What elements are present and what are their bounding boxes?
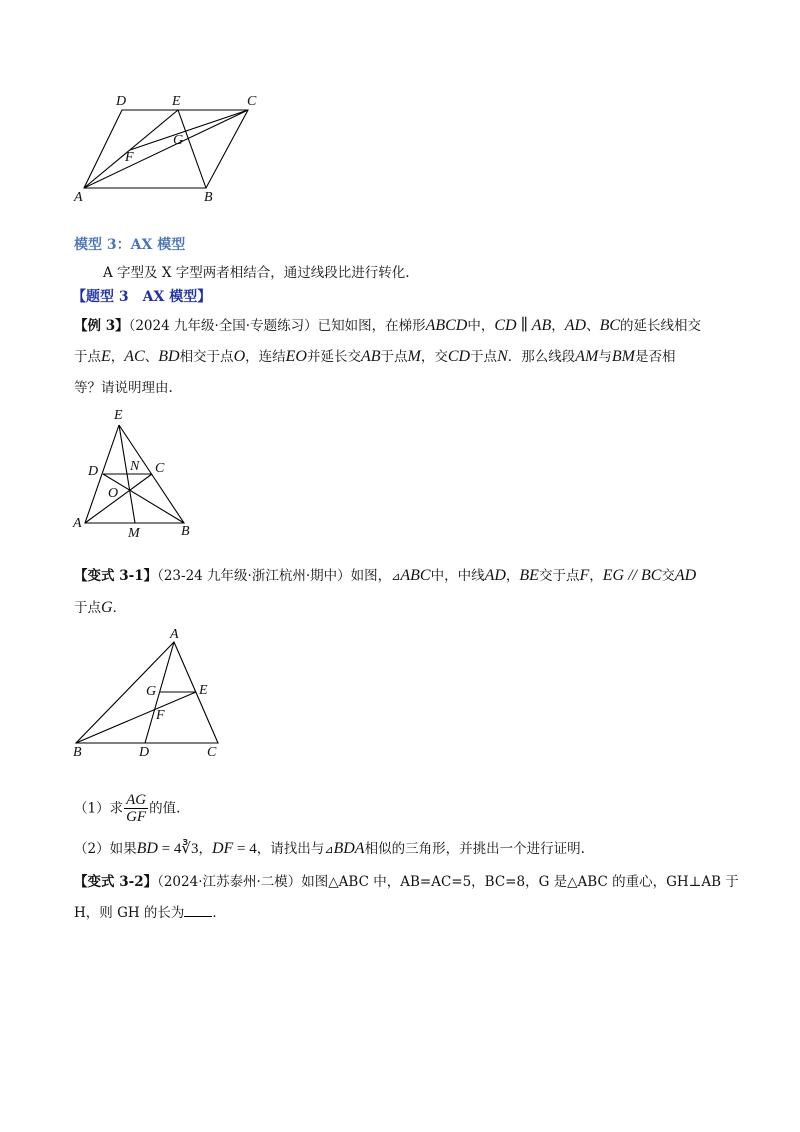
text: ，交 [420,349,448,365]
variant31-tag: 【变式 3-1】 [74,568,158,584]
variant31-source: （23-24 九年级·浙江杭州·期中） [157,568,351,584]
fraction-denominator: GF [126,809,147,825]
var: AB [531,317,552,334]
var: BD [158,348,180,365]
fig2-label-B: B [181,524,190,539]
text: 相交于点 [179,349,234,365]
text: 的值. [149,800,181,817]
fig1-label-G: G [173,133,184,148]
variant31-line1 [74,566,696,587]
parallel-symbol: // [624,567,641,584]
var: G [101,599,113,616]
text: ，请找出与 [256,841,325,857]
text: ． [112,600,127,616]
var: BDA [333,840,365,857]
fig3-label-D: D [139,745,150,760]
var: M [407,348,421,365]
text: 于点 [470,349,498,365]
text: 中，中线 [430,568,485,584]
fig3-label-G: G [146,684,157,699]
text: 交 [661,568,675,584]
var: AC [124,348,145,365]
text: 并延长交 [306,349,361,365]
fig2-label-N: N [130,459,140,474]
variant32-source: （2024·江苏泰州·二模） [157,874,302,890]
text: ， [551,318,565,334]
fraction-AG-over-GF [124,792,148,825]
text: ，连结 [245,349,286,365]
var: CD [494,317,517,334]
var: EG [602,567,625,584]
text: 如图， [350,568,392,584]
text: 于点 [74,349,101,365]
var: O [233,348,246,365]
triangle-symbol: ⊿ [324,843,334,856]
fig2-label-O: O [108,486,119,501]
variant31-line2 [74,598,126,618]
text: 、 [144,349,159,365]
var: ABCD [425,317,468,334]
text: 的延长线相交 [620,318,702,334]
text: ， [589,568,603,584]
cube-root: ∛3 [181,841,199,857]
figure-parallelogram [70,92,280,212]
example3-tag: 【例 3】 [74,318,129,334]
variant32-line2 [74,903,226,923]
text: = 4 [233,841,257,857]
text: ， [505,568,520,584]
segment-EB [178,110,206,188]
fig1-label-D: D [116,94,127,109]
text: ， [198,841,212,857]
text: H，则 GH 的长为 [74,905,185,921]
var: AD [484,567,506,584]
fig3-label-E: E [199,683,208,698]
text: 是否相 [634,349,676,365]
text: ．那么线段 [507,349,576,365]
example3-line2 [74,347,675,367]
variant32-tag: 【变式 3-2】 [74,874,158,890]
fig3-label-B: B [73,745,82,760]
var: ABC [400,567,431,584]
example3-line3: 等？请说明理由. [74,380,173,396]
fig3-label-F: F [156,708,165,723]
text: = 4 [157,841,182,857]
fig2-label-C: C [155,461,165,476]
segment-AE [84,110,178,188]
fig2-label-D: D [88,464,99,479]
text: 已知如图，在梯形 [317,318,426,334]
median-BE [76,692,196,743]
var: CD [447,348,471,365]
var: BD [136,840,158,857]
var: E [101,348,111,365]
var: DF [211,840,234,857]
fig2-label-M: M [128,526,140,541]
var: EO [285,348,307,365]
var: AB [360,348,381,365]
text: ． [212,905,226,921]
text: 交于点 [538,568,580,584]
var: F [579,567,590,584]
text: 、 [586,318,600,334]
segment-AC [85,474,152,523]
var: AD [674,567,697,584]
text: 于点 [380,349,408,365]
var: BC [599,317,621,334]
var: N [497,348,508,365]
fraction-numerator: AG [126,792,147,808]
triangle-symbol: ⊿ [391,570,401,583]
question1 [74,790,180,827]
parallel-symbol: ∥ [516,317,532,334]
fig3-label-A: A [170,627,179,642]
var: BE [519,567,539,584]
example3-source: （2024 九年级·全国·专题练习） [128,318,318,334]
text: 于点 [74,600,101,616]
var: BM [611,348,635,365]
segment-AC [84,110,248,188]
example3-line1 [74,316,701,336]
fig1-label-A: A [74,190,83,205]
text: （1）求 [74,800,124,817]
type3-title: 【题型 3 AX 模型】 [72,289,212,305]
text: ， [110,349,125,365]
fig2-label-A: A [73,516,82,531]
var: BC [640,567,662,584]
var: AD [564,317,587,334]
variant32-line1 [74,872,739,892]
fig1-label-E: E [172,94,181,109]
text: 与 [598,349,612,365]
fig1-label-B: B [204,190,213,205]
model3-title: 模型 3：AX 模型 [74,237,186,253]
model3-description: A 字型及 X 字型两者相结合，通过线段比进行转化. [103,265,410,281]
answer-blank[interactable] [184,904,212,917]
text: 如图△ABC 中，AB=AC=5，BC=8，G 是△ABC 的重心，GH⊥AB 于 [301,874,739,890]
var: AM [575,348,599,365]
text: 相似的三角形，并挑出一个进行证明. [364,841,585,857]
fig1-label-C: C [247,94,257,109]
fig1-label-F: F [125,150,134,165]
fig2-label-E: E [114,408,123,423]
question2 [74,839,585,860]
text: （2）如果 [74,841,137,857]
fig3-label-C: C [207,745,217,760]
text: 中， [467,318,495,334]
